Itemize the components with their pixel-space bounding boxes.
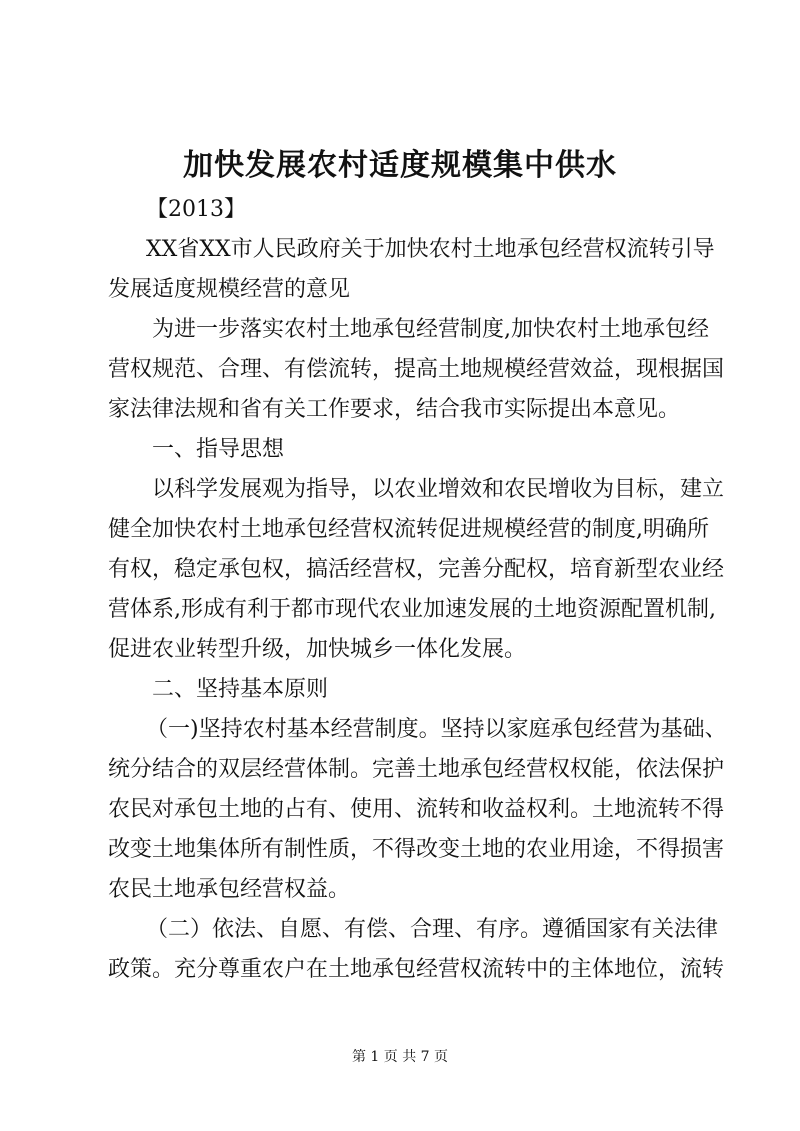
paragraph-line: 发展适度规模经营的意见 <box>108 277 351 302</box>
document-title: 加快发展农村适度规模集中供水 <box>183 148 617 183</box>
paragraph-line: 为进一步落实农村土地承包经营制度,加快农村土地承包经 <box>152 317 709 342</box>
paragraph-line: XX省XX市人民政府关于加快农村土地承包经营权流转引导 <box>146 237 715 262</box>
paragraph-line: 政策。充分尊重农户在土地承包经营权流转中的主体地位，流转 <box>108 957 725 982</box>
paragraph-line: 促进农业转型升级，加快城乡一体化发展。 <box>108 637 527 662</box>
section-heading: 一、指导思想 <box>152 437 285 462</box>
paragraph-line: 有权，稳定承包权，搞活经营权，完善分配权，培育新型农业经 <box>108 557 725 582</box>
document-body <box>108 190 727 990</box>
paragraph-line: 以科学发展观为指导，以农业增效和农民增收为目标，建立 <box>152 477 725 502</box>
section-heading: 二、坚持基本原则 <box>152 677 329 702</box>
paragraph-line: 健全加快农村土地承包经营权流转促进规模经营的制度,明确所 <box>108 517 709 542</box>
paragraph-line: 农民土地承包经营权益。 <box>108 877 351 902</box>
paragraph-line: 家法律法规和省有关工作要求，结合我市实际提出本意见。 <box>108 397 681 422</box>
paragraph-line: 营权规范、合理、有偿流转，提高土地规模经营效益，现根据国 <box>108 357 725 382</box>
paragraph-line: 统分结合的双层经营体制。完善土地承包经营权权能，依法保护 <box>108 757 725 782</box>
page-footer: 第 1 页 共 7 页 <box>351 1049 449 1065</box>
paragraph-line: （一)坚持农村基本经营制度。坚持以家庭承包经营为基础、 <box>146 717 727 742</box>
paragraph-line: 农民对承包土地的占有、使用、流转和收益权利。土地流转不得 <box>108 797 725 822</box>
paragraph-line: （二）依法、自愿、有偿、合理、有序。遵循国家有关法律 <box>146 917 719 942</box>
year-tag: 【2013】 <box>146 197 246 222</box>
paragraph-line: 营体系,形成有利于都市现代农业加速发展的土地资源配置机制, <box>108 597 716 622</box>
paragraph-line: 改变土地集体所有制性质，不得改变土地的农业用途，不得损害 <box>108 837 725 862</box>
